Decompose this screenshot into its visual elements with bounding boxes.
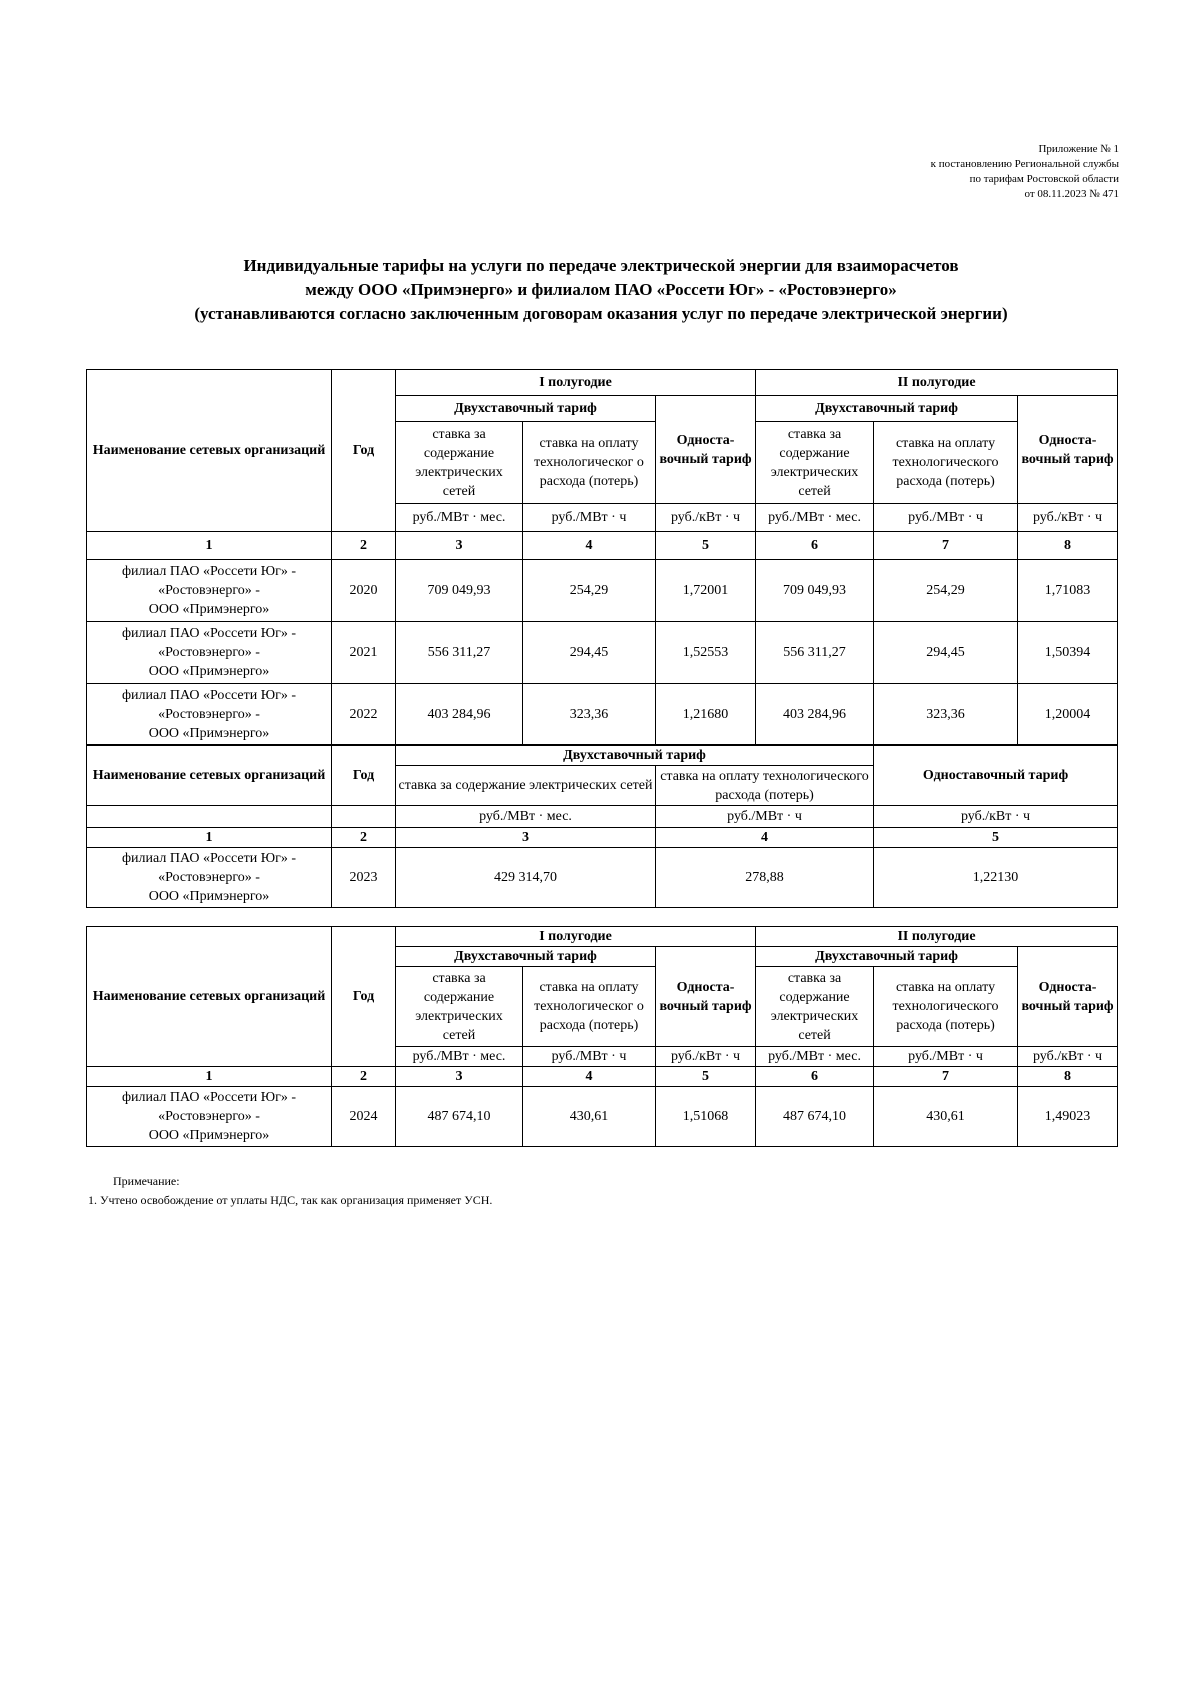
document-title (86, 254, 1116, 326)
col-number: 2 (332, 532, 396, 560)
value-cell: 323,36 (874, 684, 1018, 746)
unit: руб./МВт · ч (523, 504, 656, 532)
year-cell: 2021 (332, 622, 396, 684)
title-line: Индивидуальные тарифы на услуги по передаче электрической энергии для взаиморасчетов (243, 256, 959, 275)
appendix-line: к постановлению Региональной службы (930, 158, 1119, 170)
header-loss-rate: ставка на оплату технологическог о расхода (потерь) (523, 967, 656, 1047)
col-number: 4 (656, 828, 874, 848)
header-org-name: Наименование сетевых организаций (87, 745, 332, 806)
header-org-name: Наименование сетевых организаций (87, 927, 332, 1067)
value-cell: 294,45 (874, 622, 1018, 684)
org-name-cell: филиал ПАО «Россети Юг» - «Ростовэнерго» - ООО «Примэнерго» (87, 684, 332, 746)
header-maint-rate: ставка за содержание электрических сетей (756, 967, 874, 1047)
header-one-rate: Односта- вочный тариф (656, 396, 756, 504)
value-cell: 487 674,10 (396, 1087, 523, 1147)
value-cell: 1,51068 (656, 1087, 756, 1147)
header-year: Год (332, 745, 396, 806)
value-cell: 556 311,27 (756, 622, 874, 684)
appendix-line: от 08.11.2023 № 471 (1024, 188, 1119, 200)
header-two-rate: Двухставочный тариф (396, 396, 656, 422)
value-cell: 487 674,10 (756, 1087, 874, 1147)
header-one-rate: Односта- вочный тариф (1018, 947, 1118, 1047)
header-half2: II полугодие (756, 927, 1118, 947)
org-name-cell: филиал ПАО «Россети Юг» - «Ростовэнерго» - ООО «Примэнерго» (87, 622, 332, 684)
value-cell: 254,29 (523, 560, 656, 622)
header-maint-rate: ставка за содержание электрических сетей (396, 967, 523, 1047)
spacer-cell (332, 806, 396, 828)
unit: руб./МВт · ч (523, 1047, 656, 1067)
unit: руб./МВт · мес. (756, 504, 874, 532)
table-row (87, 560, 1118, 622)
footnote (88, 1172, 492, 1210)
unit: руб./МВт · ч (656, 806, 874, 828)
header-org-name: Наименование сетевых организаций (87, 370, 332, 532)
value-cell: 709 049,93 (756, 560, 874, 622)
unit: руб./МВт · мес. (756, 1047, 874, 1067)
value-cell: 323,36 (523, 684, 656, 746)
col-number: 4 (523, 1067, 656, 1087)
value-cell: 429 314,70 (396, 848, 656, 908)
value-cell: 254,29 (874, 560, 1018, 622)
value-cell: 556 311,27 (396, 622, 523, 684)
header-maint-rate: ставка за содержание электрических сетей (396, 766, 656, 806)
value-cell: 430,61 (523, 1087, 656, 1147)
col-number: 3 (396, 532, 523, 560)
title-line: (устанавливаются согласно заключенным договорам оказания услуг по передаче электрической энергии) (194, 304, 1008, 323)
col-number: 1 (87, 828, 332, 848)
col-number: 3 (396, 828, 656, 848)
col-number: 5 (874, 828, 1118, 848)
header-two-rate: Двухставочный тариф (756, 396, 1018, 422)
org-name-cell: филиал ПАО «Россети Юг» - «Ростовэнерго» - ООО «Примэнерго» (87, 848, 332, 908)
org-name-cell: филиал ПАО «Россети Юг» - «Ростовэнерго» - ООО «Примэнерго» (87, 1087, 332, 1147)
header-half2: II полугодие (756, 370, 1118, 396)
header-one-rate: Односта- вочный тариф (1018, 396, 1118, 504)
header-two-rate: Двухставочный тариф (756, 947, 1018, 967)
value-cell: 294,45 (523, 622, 656, 684)
header-half1: I полугодие (396, 370, 756, 396)
col-number: 6 (756, 1067, 874, 1087)
col-number: 1 (87, 1067, 332, 1087)
header-year: Год (332, 370, 396, 532)
value-cell: 1,49023 (1018, 1087, 1118, 1147)
header-one-rate: Одноставочный тариф (874, 745, 1118, 806)
value-cell: 1,21680 (656, 684, 756, 746)
value-cell: 709 049,93 (396, 560, 523, 622)
col-number: 4 (523, 532, 656, 560)
header-loss-rate: ставка на оплату технологического расхода (потерь) (874, 967, 1018, 1047)
col-number: 5 (656, 532, 756, 560)
org-name-cell: филиал ПАО «Россети Юг» - «Ростовэнерго» - ООО «Примэнерго» (87, 560, 332, 622)
year-cell: 2020 (332, 560, 396, 622)
value-cell: 1,22130 (874, 848, 1118, 908)
value-cell: 278,88 (656, 848, 874, 908)
value-cell: 403 284,96 (756, 684, 874, 746)
value-cell: 1,50394 (1018, 622, 1118, 684)
appendix-line: по тарифам Ростовской области (969, 173, 1119, 185)
col-number: 6 (756, 532, 874, 560)
year-cell: 2024 (332, 1087, 396, 1147)
col-number: 7 (874, 1067, 1018, 1087)
header-year: Год (332, 927, 396, 1067)
col-number: 3 (396, 1067, 523, 1087)
col-number: 7 (874, 532, 1018, 560)
unit: руб./МВт · мес. (396, 806, 656, 828)
header-half1: I полугодие (396, 927, 756, 947)
unit: руб./МВт · ч (874, 504, 1018, 532)
unit: руб./МВт · мес. (396, 504, 523, 532)
header-two-rate: Двухставочный тариф (396, 745, 874, 766)
tariff-table-2020-2022 (86, 369, 1118, 746)
header-one-rate: Односта- вочный тариф (656, 947, 756, 1047)
appendix-line: Приложение № 1 (1038, 143, 1119, 155)
value-cell: 430,61 (874, 1087, 1018, 1147)
table-row (87, 1087, 1118, 1147)
unit: руб./кВт · ч (656, 1047, 756, 1067)
col-number: 2 (332, 1067, 396, 1087)
unit: руб./кВт · ч (1018, 504, 1118, 532)
header-maint-rate: ставка за содержание электрических сетей (396, 422, 523, 504)
header-loss-rate: ставка на оплату технологическог о расхода (потерь) (523, 422, 656, 504)
unit: руб./МВт · мес. (396, 1047, 523, 1067)
tariff-table-2023 (86, 744, 1118, 908)
value-cell: 1,20004 (1018, 684, 1118, 746)
col-number: 8 (1018, 1067, 1118, 1087)
header-two-rate: Двухставочный тариф (396, 947, 656, 967)
header-loss-rate: ставка на оплату технологического расхода (потерь) (874, 422, 1018, 504)
table-row (87, 684, 1118, 746)
unit: руб./кВт · ч (656, 504, 756, 532)
tariff-table-2024 (86, 926, 1118, 1147)
header-maint-rate: ставка за содержание электрических сетей (756, 422, 874, 504)
header-loss-rate: ставка на оплату технологического расхода (потерь) (656, 766, 874, 806)
spacer-cell (87, 806, 332, 828)
col-number: 2 (332, 828, 396, 848)
col-number: 8 (1018, 532, 1118, 560)
table-row (87, 848, 1118, 908)
year-cell: 2022 (332, 684, 396, 746)
value-cell: 1,71083 (1018, 560, 1118, 622)
table-row (87, 622, 1118, 684)
unit: руб./кВт · ч (874, 806, 1118, 828)
unit: руб./кВт · ч (1018, 1047, 1118, 1067)
appendix-header (931, 142, 1119, 202)
value-cell: 1,52553 (656, 622, 756, 684)
value-cell: 1,72001 (656, 560, 756, 622)
note-item: 1. Учтено освобождение от уплаты НДС, так как организация применяет УСН. (88, 1193, 493, 1207)
col-number: 5 (656, 1067, 756, 1087)
value-cell: 403 284,96 (396, 684, 523, 746)
col-number: 1 (87, 532, 332, 560)
year-cell: 2023 (332, 848, 396, 908)
note-heading: Примечание: (113, 1174, 180, 1188)
title-line: между ООО «Примэнерго» и филиалом ПАО «Россети Юг» - «Ростовэнерго» (305, 280, 897, 299)
unit: руб./МВт · ч (874, 1047, 1018, 1067)
